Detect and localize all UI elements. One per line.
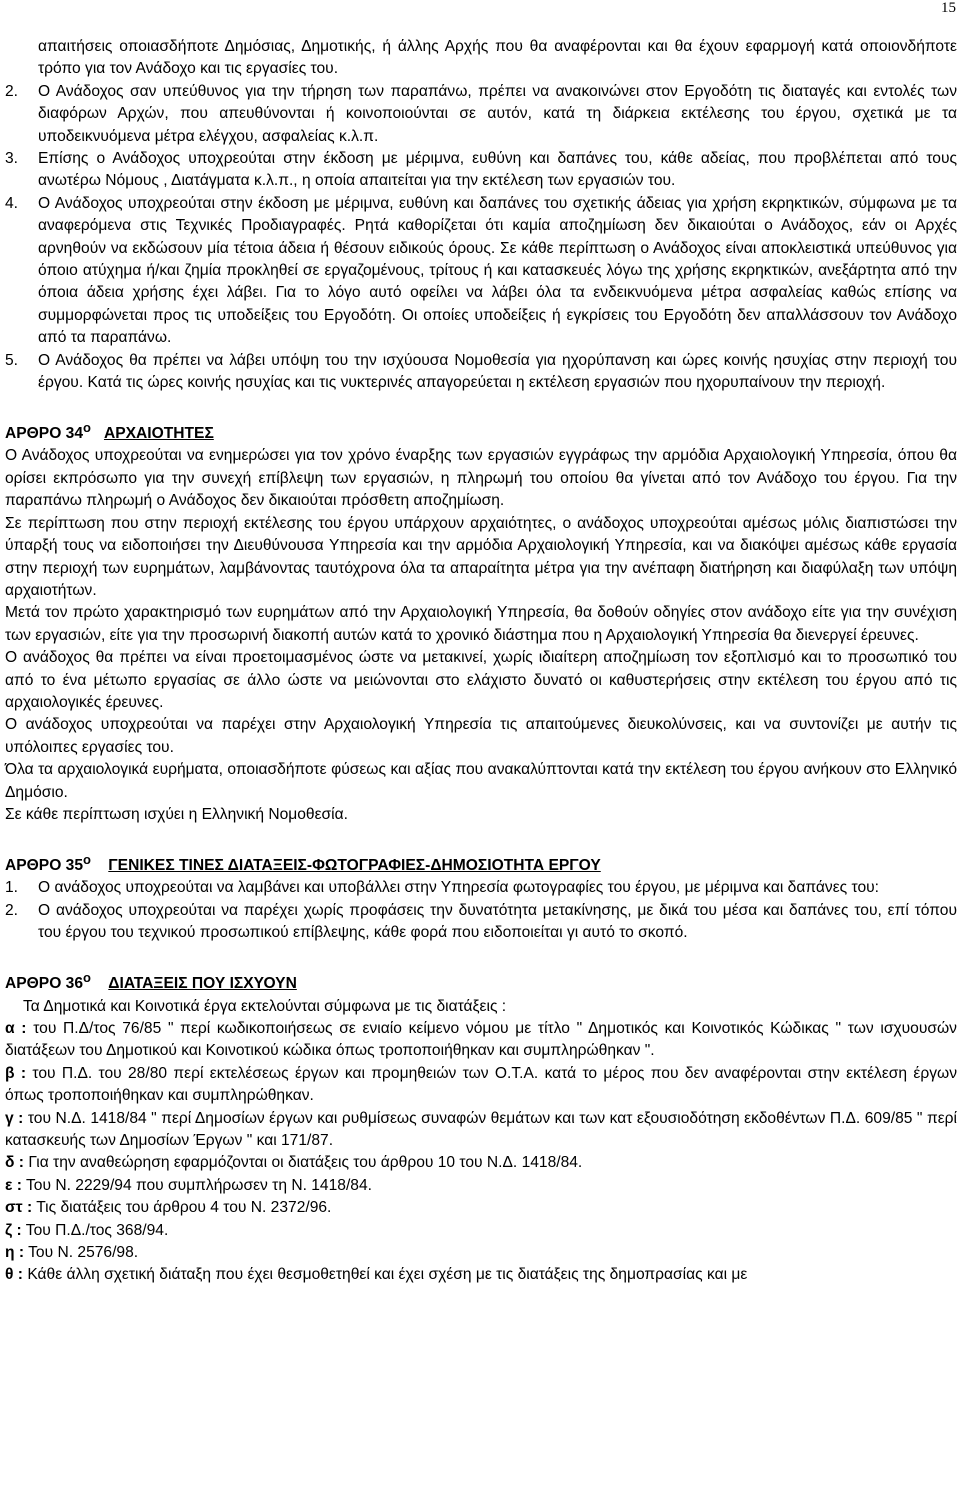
list-item [5,877,957,899]
list-text: Ο Ανάδοχος θα πρέπει να λάβει υπόψη του την ισχύουσα Νομοθεσία για ηχορύπανση και ώρες κοινής ησυχίας στην περιοχή του έργου. Κατά τις ώρες κοινής ησυχίας και τις νυκτερινές απαγορεύεται η εκτέλεση εργασιών που ηχορυπαίνουν την περιοχή. [38,351,957,392]
law-item [5,1264,957,1286]
article-ordinal: ο [83,419,91,435]
law-label: δ : [5,1154,24,1172]
paragraph: Ο ανάδοχος θα πρέπει να είναι προετοιμασμένος ώστε να μετακινεί, χωρίς ιδιαίτερη αποζημίωση τον εξοπλισμό και το προσωπικό του από το ένα μέτωπο εργασίας σε άλλο ώστε να μειώνονται στο ελάχιστο δυνατό οι καθυστερήσεις στην εκτέλεση του έργου από τις αρχαιολογικές έρευνες. [5,649,957,711]
article-ordinal: ο [83,851,91,867]
paragraph: Σε κάθε περίπτωση ισχύει η Ελληνική Νομοθεσία. [5,805,348,823]
law-text: Για την αναθεώρηση εφαρμόζονται οι διατάξεις του άρθρου 10 του Ν.Δ. 1418/84. [28,1154,583,1172]
list-number: 5. [5,351,19,369]
law-label: στ : [5,1199,33,1217]
list-item [5,193,957,350]
list-item [5,81,957,148]
law-label: ζ : [5,1221,22,1239]
law-text: Του Ν. 2576/98. [28,1244,139,1262]
list-text: Επίσης ο Ανάδοχος υποχρεούται στην έκδοση με μέριμνα, ευθύνη και δαπάνες του, κάθε αδείας, που προβλέπεται από τους ανωτέρω Νόμους , Διατάγματα κ.λ.π., η οποία απαιτείται για την εκτέλεση των εργασιών του. [38,150,957,190]
law-text: Κάθε άλλη σχετική διάταξη που έχει θεσμοθετηθεί και έχει σχέση με τις διατάξεις της δημοπρασίας και με [27,1266,748,1284]
law-item [5,1018,957,1063]
law-item [5,1242,957,1264]
law-item [5,1152,957,1174]
law-item [5,1063,957,1108]
law-label: θ : [5,1266,23,1284]
list-number: 2. [5,901,19,919]
article-label: ΑΡΘΡΟ 34 [5,425,83,443]
article-35-heading [5,849,957,878]
paragraph: Ο ανάδοχος υποχρεούται να παρέχει στην Αρχαιολογική Υπηρεσία τις απαιτούμενες διευκολύνσεις, και να συντονίζει με αυτήν τις υπόλοιπες εργασίες του. [5,716,957,756]
list-number: 4. [5,194,19,212]
article-label: ΑΡΘΡΟ 35 [5,856,83,874]
document-body [5,36,957,1287]
law-label: η : [5,1244,25,1262]
article-label: ΑΡΘΡΟ 36 [5,975,83,993]
law-label: β : [5,1064,27,1082]
law-item [5,1220,957,1242]
law-text: του Ν.Δ. 1418/84 " περί Δημοσίων έργων και ρυθμίσεως συναφών θεμάτων και των κατ εξουσιοδότηση εκδοθέντων Π.Δ. 609/85 " περί κατασκευής των Δημοσίων Έργων " και 171/87. [5,1109,957,1150]
article-36-intro: Τα Δημοτικά και Κοινοτικά έργα εκτελούνται σύμφωνα με τις διατάξεις : [23,997,507,1015]
list-text: Ο Ανάδοχος υποχρεούται στην έκδοση με μέριμνα, ευθύνη και δαπάνες του σχετικής άδειας για χρήση εκρηκτικών, σύμφωνα με τα αναφερόμενα στις Τεχνικές Προδιαγραφές. Ρητά καθορίζεται ότι καμία αποζημίωση δεν δικαιούται ο Ανάδοχος, εάν οι Αρχές αρνηθούν να εκδώσουν μία τέτοια άδεια ή θέσουν ειδικούς όρους. Σε κάθε περίπτωση ο Ανάδοχος είναι αποκλειστικά υπεύθυνος για όποιο ατύχημα ή/και ζημία προκληθεί σε εργαζομένους, τρίτους ή και κατασκευές λόγω της χρήσης εκρηκτικών, ανεξάρτητα από την όποια άδεια χρήσης έχει λάβει. Για το λόγο αυτό οφείλει να λάβει όλα τα ενδεικνυόμενα μέτρα ασφαλείας καθώς επίσης να συμμορφώνεται προς τις υποδείξεις του Εργοδότη. Οι οποίες υποδείξεις ή εγκρίσεις του Εργοδότη δεν απαλλάσσουν τον Ανάδοχο από τα παραπάνω. [38,194,957,347]
list-text: Ο ανάδοχος υποχρεούται να παρέχει χωρίς προφάσεις την δυνατότητα μετακίνησης, με δικά του μέσα και δαπάνες του, επί τόπου του έργου του τεχνικού προσωπικού επίβλεψης, κάθε φορά που ειδοποιείται γι αυτό το σκοπό. [38,901,957,942]
law-item [5,1175,957,1197]
list-number: 2. [5,82,19,100]
article-title: ΓΕΝΙΚΕΣ ΤΙΝΕΣ ΔΙΑΤΑΞΕΙΣ-ΦΩΤΟΓΡΑΦΙΕΣ-ΔΗΜΟΣΙΟΤΗΤΑ ΕΡΓΟΥ [108,856,601,874]
article-36-heading [5,967,957,996]
article-34-heading [5,417,957,446]
law-text: του Π.Δ/τος 76/85 " περί κωδικοποιήσεως σε ενιαίο κείμενο νόμου με τίτλο " Δημοτικός και Κοινοτικός Κώδικας " των ισχυουσών διατάξεων του Δημοτικού και Κοινοτικού κώδικα όπως τροποποιήθηκαν και συμπληρώθηκαν ". [5,1019,957,1060]
article-title: ΑΡΧΑΙΟΤΗΤΕΣ [103,425,214,443]
paragraph: Σε περίπτωση που στην περιοχή εκτέλεσης του έργου υπάρχουν αρχαιότητες, ο ανάδοχος υποχρεούται αμέσως μόλις διαπιστώσει την ύπαρξή τους να ειδοποιήσει την Διευθύνουσα Υπηρεσία και την αρμόδια Αρχαιολογική Υπηρεσία, και να διακόψει αμέσως κάθε εργασία στην περιοχή των ευρημάτων, λαμβάνοντας ταυτόχρονα όλα τα απαραίτητα μέτρα για την ανέπαφη διατήρηση και διαφύλαξη των υπόψη αρχαιοτήτων. [5,514,957,599]
article-title: ΔΙΑΤΑΞΕΙΣ ΠΟΥ ΙΣΧΥΟΥΝ [108,975,297,993]
list-text: Ο ανάδοχος υποχρεούται να λαμβάνει και υποβάλλει στην Υπηρεσία φωτογραφίες του έργου, με μέριμνα και δαπάνες του: [38,879,879,897]
continued-paragraph: απαιτήσεις οποιασδήποτε Δημόσιας, Δημοτικής, ή άλλης Αρχής που θα αναφέρονται και θα έχουν εφαρμογή κατά οποιονδήποτε τρόπο για τον Ανάδοχο και τις εργασίες του. [38,38,957,78]
law-text: Του Ν. 2229/94 που συμπλήρωσεν τη Ν. 1418/84. [26,1176,372,1194]
law-text: Του Π.Δ./τος 368/94. [25,1221,169,1239]
article-ordinal: ο [83,969,91,985]
list-item [5,148,957,193]
obligations-list [5,81,957,395]
law-label: γ : [5,1109,24,1127]
page-number: 15 [941,0,956,16]
law-item [5,1197,957,1219]
list-item [5,350,957,395]
list-number: 3. [5,150,19,168]
law-label: α : [5,1019,27,1037]
law-label: ε : [5,1176,22,1194]
list-text: Ο Ανάδοχος σαν υπεύθυνος για την τήρηση των παραπάνω, πρέπει να ανακοινώνει στον Εργοδότη τις διαταγές και εντολές των διαφόρων Αρχών, που απευθύνονται ή κοινοποιούνται σε αυτόν, κατά τη διάρκεια εκτέλεσης του έργου, σχετικά με τα υποδεικνυόμενα μέτρα ελέγχου, ασφαλείας κ.λ.π. [38,82,957,145]
law-item [5,1108,957,1153]
paragraph: Όλα τα αρχαιολογικά ευρήματα, οποιασδήποτε φύσεως και αξίας που ανακαλύπτονται κατά την εκτέλεση του έργου ανήκουν στο Ελληνικό Δημόσιο. [5,761,957,801]
law-text: Τις διατάξεις του άρθρου 4 του Ν. 2372/96. [36,1199,332,1217]
paragraph: Ο Ανάδοχος υποχρεούται να ενημερώσει για τον χρόνο έναρξης των εργασιών εγγράφως την αρμόδια Αρχαιολογική Υπηρεσία, όπου θα ορίσει εκπρόσωπο για την συνεχή επίβλεψη των εργασιών, η πληρωμή του οποίου θα γίνεται από τον Ανάδοχο του έργου. Για την παραπάνω πληρωμή ο Ανάδοχος δεν δικαιούται πρόσθετη αποζημίωση. [5,447,957,510]
list-number: 1. [5,879,19,897]
paragraph: Μετά τον πρώτο χαρακτηρισμό των ευρημάτων από την Αρχαιολογική Υπηρεσία, θα δοθούν οδηγίες στον ανάδοχο είτε για την συνέχιση των εργασιών, είτε για την προσωρινή διακοπή αυτών κατά το χρονικό διάστημα που η Αρχαιολογική Υπηρεσία θα διενεργεί έρευνες. [5,604,957,644]
list-item [5,900,957,945]
law-text: του Π.Δ. του 28/80 περί εκτελέσεως έργων και προμηθειών των Ο.Τ.Α. κατά το μέρος που δεν αναφέρονται στην εκτέλεση έργων όπως τροποποιήθηκαν και συμπληρώθηκαν. [5,1064,957,1105]
